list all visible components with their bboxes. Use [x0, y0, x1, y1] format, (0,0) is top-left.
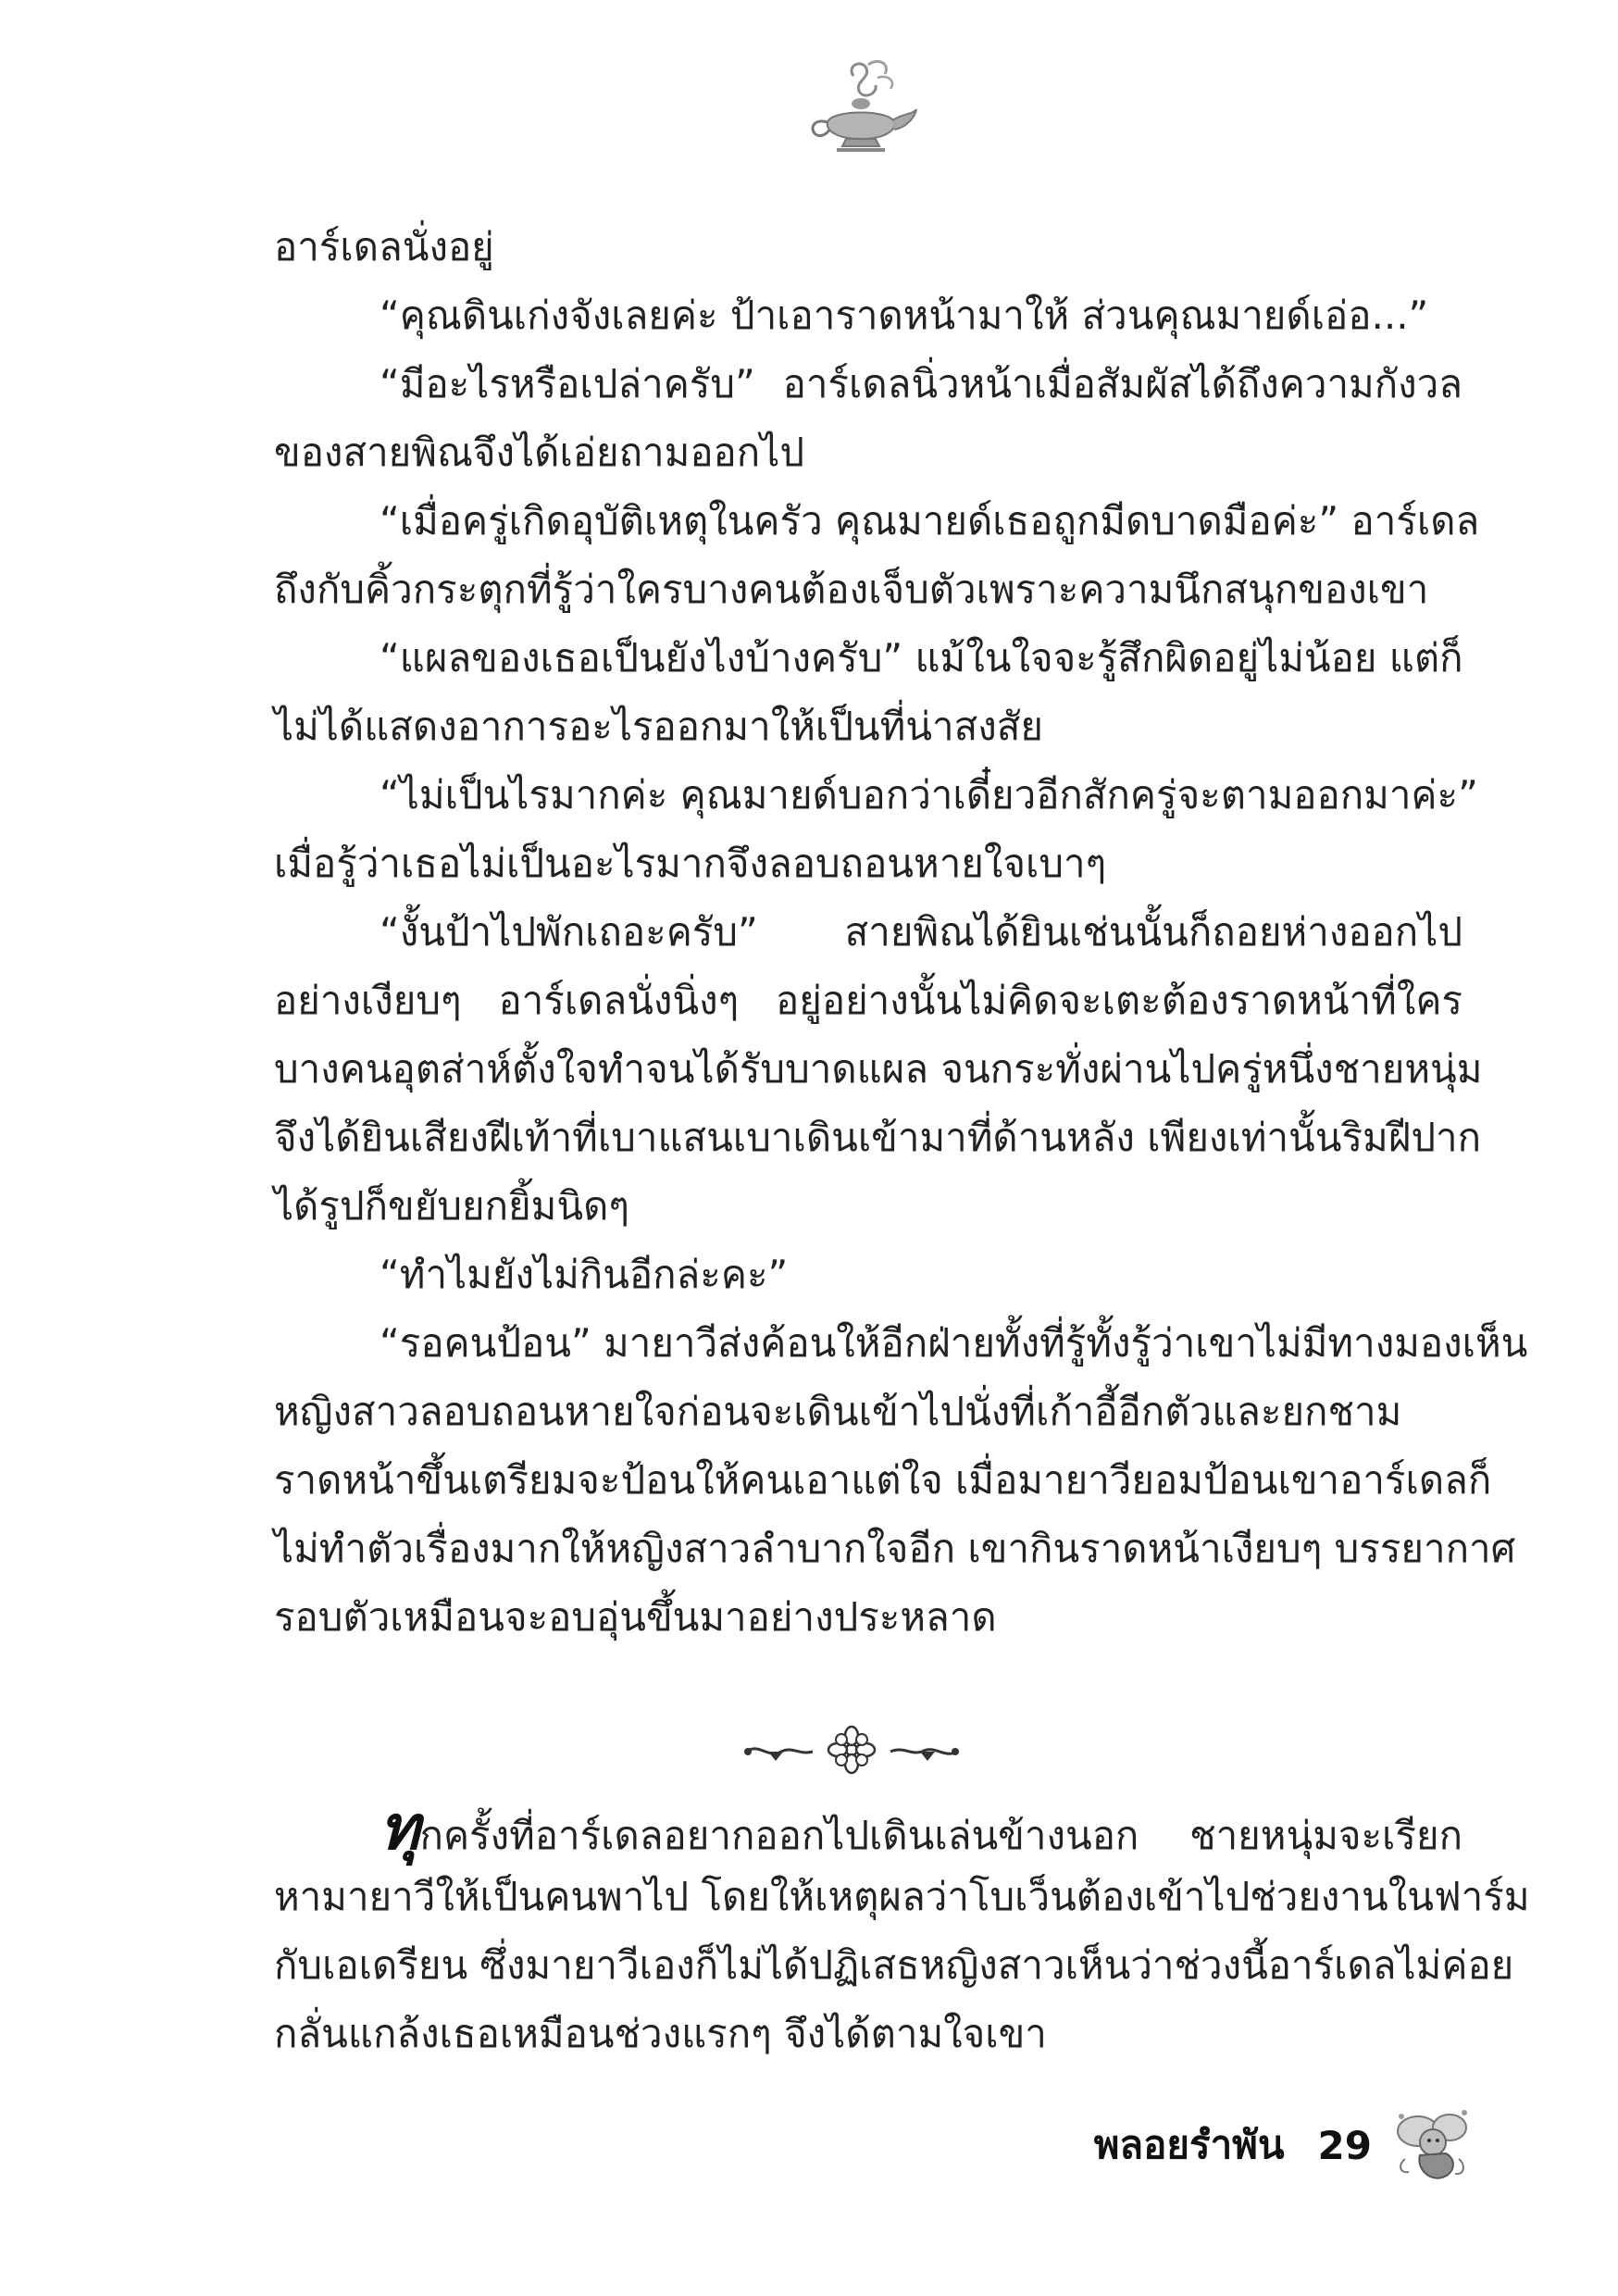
text-line: ของสายพิณจึงได้เอ่ยถามออกไป: [274, 430, 804, 475]
text-line: ได้รูปก็ขยับยกยิ้มนิดๆ: [274, 1183, 629, 1229]
text-line: กับเอเดรียน ซึ่งมายาวีเองก็ไม่ได้ปฏิเสธหญิงสาวเห็นว่าช่วงนี้อาร์เดลไม่ค่อย: [274, 1942, 1514, 1988]
text-line: รอบตัวเหมือนจะอบอุ่นขึ้นมาอย่างประหลาด: [274, 1594, 997, 1640]
text-line: “ไม่เป็นไรมากค่ะ คุณมายด์บอกว่าเดี๋ยวอีกสักครู่จะตามออกมาค่ะ”: [380, 772, 1478, 817]
text-line: “รอคนป้อน” มายาวีส่งค้อนให้อีกฝ่ายทั้งที่รู้ทั้งรู้ว่าเขาไม่มีทางมองเห็น: [380, 1320, 1528, 1366]
book-title: พลอยรำพัน: [1093, 2122, 1285, 2167]
text-line: “งั้นป้าไปพักเถอะครับ” สายพิณได้ยินเช่นนั้นก็ถอยห่างออกไป: [380, 909, 1462, 955]
text-line: “แผลของเธอเป็นยังไงบ้างครับ” แม้ในใจจะรู้สึกผิดอยู่ไม่น้อย แต่ก็: [380, 635, 1463, 680]
floral-divider-icon: [741, 1724, 963, 1776]
text-line-continuation: กครั้งที่อาร์เดลอยากออกไปเดินเล่นข้างนอก ชายหนุ่มจะเรียก: [419, 1813, 1462, 1858]
drop-cap: ทุ: [380, 1792, 420, 1864]
text-line: กลั่นแกล้งเธอเหมือนช่วงแรกๆ จึงได้ตามใจเขา: [274, 2011, 1047, 2056]
text-line: ไม่ทำตัวเรื่องมากให้หญิงสาวลำบากใจอีก เขากินราดหน้าเงียบๆ บรรยากาศ: [274, 1526, 1516, 1571]
text-line: “ทำไมยังไม่กินอีกล่ะคะ”: [380, 1252, 789, 1297]
text-line: ไม่ได้แสดงอาการอะไรออกมาให้เป็นที่น่าสงสัย: [274, 704, 1043, 749]
fairy-icon: [1392, 2103, 1472, 2187]
page-number: 29: [1317, 2122, 1372, 2168]
text-line: บางคนอุตส่าห์ตั้งใจทำจนได้รับบาดแผล จนกระทั่งผ่านไปครู่หนึ่งชายหนุ่ม: [274, 1046, 1483, 1092]
text-line-drop-cap: [380, 1792, 1462, 1864]
text-line: ราดหน้าขึ้นเตรียมจะป้อนให้คนเอาแต่ใจ เมื่อมายาวียอมป้อนเขาอาร์เดลก็: [274, 1457, 1492, 1503]
text-line: หญิงสาวลอบถอนหายใจก่อนจะเดินเข้าไปนั่งที่เก้าอี้อีกตัวและยกชาม: [274, 1389, 1402, 1434]
text-line: อย่างเงียบๆ อาร์เดลนั่งนิ่งๆ อยู่อย่างนั้นไม่คิดจะเตะต้องราดหน้าที่ใคร: [274, 978, 1462, 1023]
text-line: “มีอะไรหรือเปล่าครับ” อาร์เดลนิ่วหน้าเมื่อสัมผัสได้ถึงความกังวล: [380, 361, 1462, 406]
text-line: “เมื่อครู่เกิดอุบัติเหตุในครัว คุณมายด์เธอถูกมีดบาดมือค่ะ” อาร์เดล: [380, 498, 1480, 543]
text-line: หามายาวีให้เป็นคนพาไป โดยให้เหตุผลว่าโบเว็นต้องเข้าไปช่วยงานในฟาร์ม: [274, 1874, 1530, 1919]
genie-lamp-icon: [800, 57, 920, 159]
page-footer: [1094, 2103, 1472, 2187]
text-line: ถึงกับคิ้วกระตุกที่รู้ว่าใครบางคนต้องเจ็บตัวเพราะความนึกสนุกของเขา: [274, 567, 1429, 612]
text-line: “คุณดินเก่งจังเลยค่ะ ป้าเอาราดหน้ามาให้ ส่วนคุณมายด์เอ่อ...”: [380, 293, 1429, 338]
text-line: จึงได้ยินเสียงฝีเท้าที่เบาแสนเบาเดินเข้ามาที่ด้านหลัง เพียงเท่านั้นริมฝีปาก: [274, 1115, 1482, 1160]
text-line: เมื่อรู้ว่าเธอไม่เป็นอะไรมากจึงลอบถอนหายใจเบาๆ: [274, 841, 1107, 886]
text-line: อาร์เดลนั่งอยู่: [274, 224, 494, 269]
